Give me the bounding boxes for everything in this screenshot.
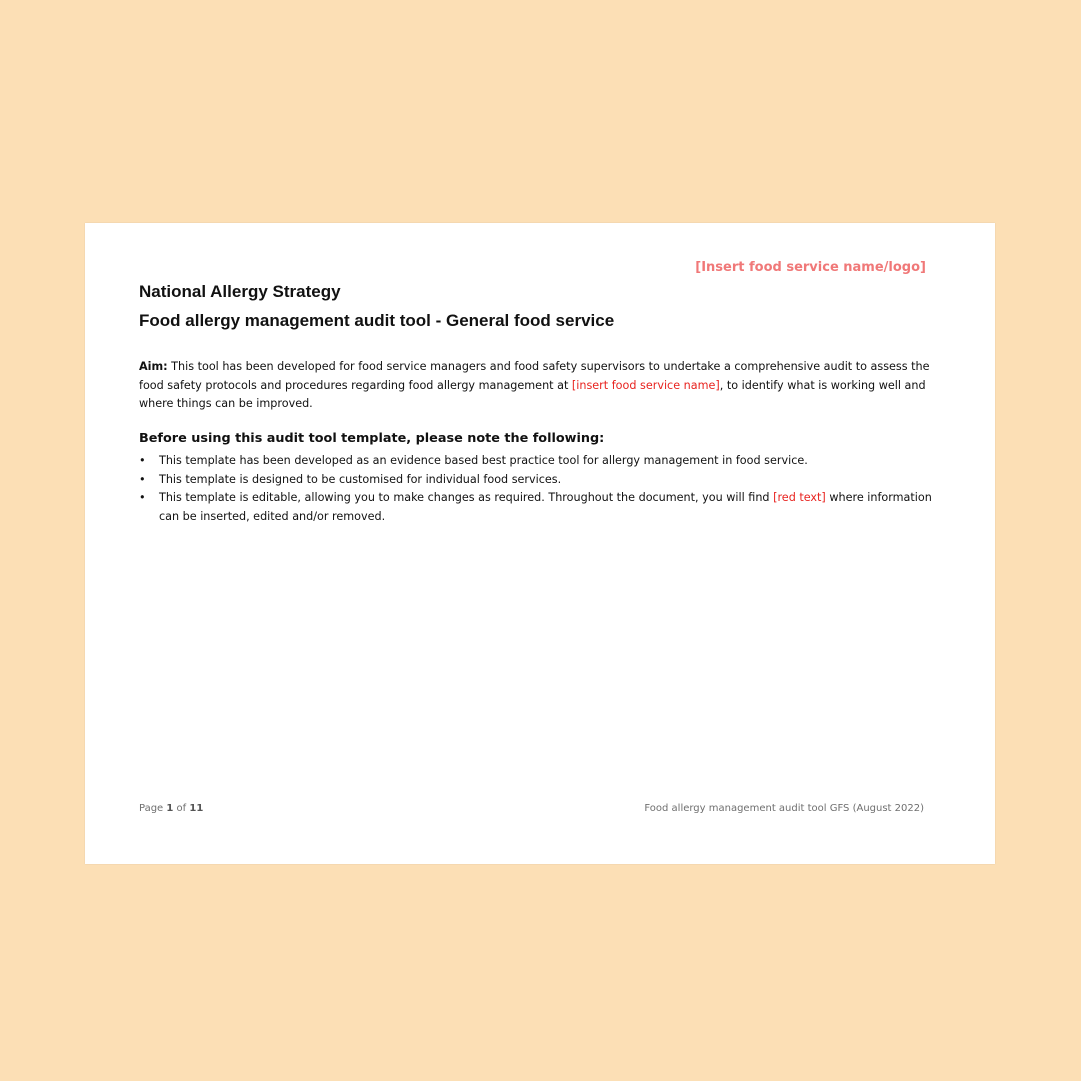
document-page [85,223,995,864]
document-title: National Allergy Strategy [139,282,341,301]
bullet3-text-after: where information can be inserted, edited and/or removed. [159,491,932,523]
logo-placeholder: [Insert food service name/logo] [695,260,926,275]
note-list [139,452,944,526]
page-total: 11 [189,803,204,814]
document-reference: Food allergy management audit tool GFS (August 2022) [644,803,924,814]
list-item [139,471,944,490]
list-item [139,452,944,471]
list-item-text: This template is designed to be customised for individual food services. [159,472,562,486]
aim-text-before: This tool has been developed for food service managers and food safety supervisors to undertake a comprehensive audit to assess the food safety protocols and procedures regarding food allergy management at [139,360,930,392]
page-current: 1 [166,803,174,814]
aim-text-after: , to identify what is working well and where things can be improved. [139,378,926,410]
page-number [139,803,203,814]
aim-placeholder: [insert food service name] [571,378,720,392]
bullet3-text-before: This template is editable, allowing you to make changes as required. Throughout the document, you will find [159,491,774,504]
page-of: of [173,803,190,814]
note-heading: Before using this audit tool template, please note the following: [139,431,605,446]
document-subtitle: Food allergy management audit tool - General food service [139,311,615,330]
bullet-icon: • [139,472,146,486]
list-item-text: This template has been developed as an evidence based best practice tool for allergy management in food service. [159,454,808,467]
list-item-text [159,491,932,523]
aim-label: Aim: [139,360,168,373]
aim-paragraph [139,358,944,414]
bullet-icon: • [139,454,146,467]
red-text-placeholder: [red text] [773,491,826,504]
bullet-icon: • [139,491,146,504]
page-label: Page [139,803,167,814]
list-item [139,489,944,526]
